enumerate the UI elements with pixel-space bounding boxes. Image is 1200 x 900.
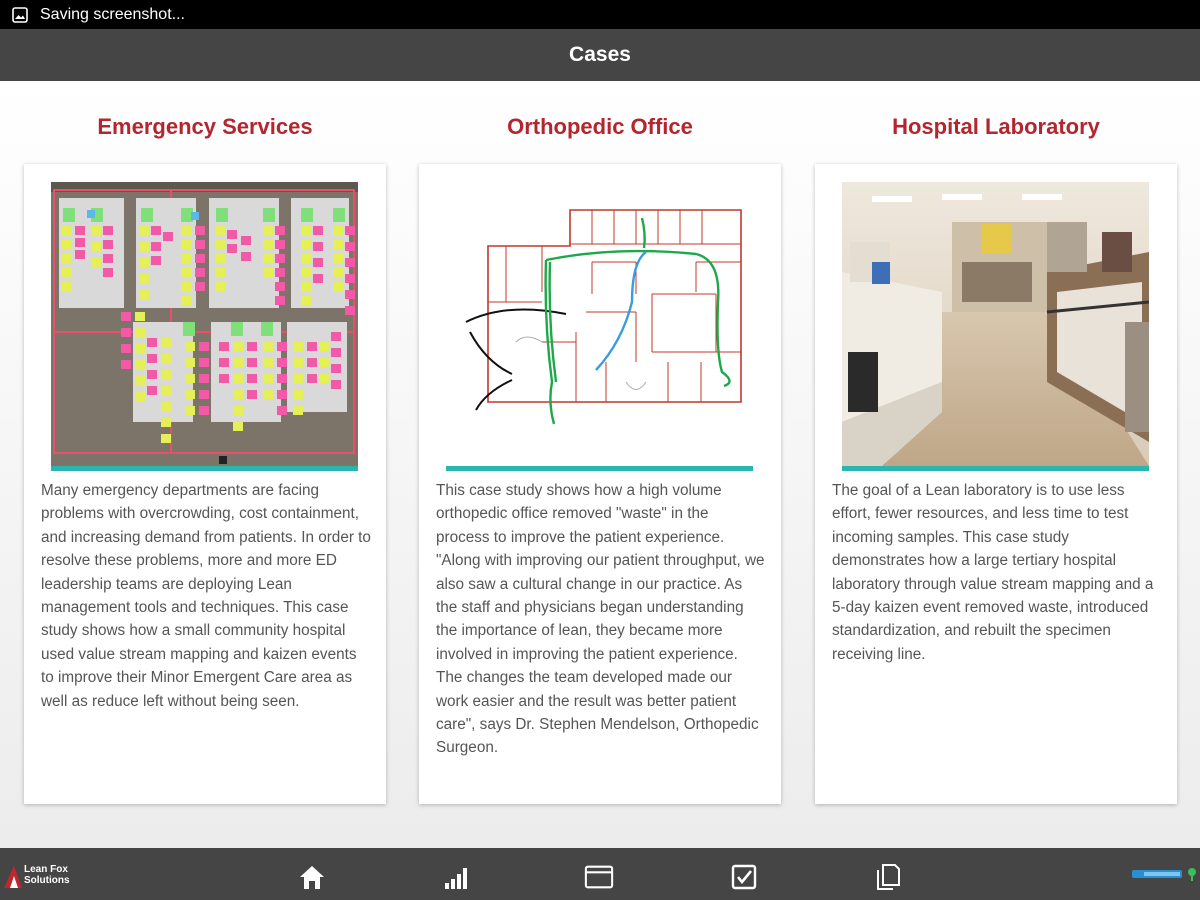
logo-line-2: Solutions — [24, 875, 70, 886]
laboratory-image — [842, 182, 1149, 466]
image-icon — [12, 7, 28, 23]
bottom-nav-bar — [0, 848, 1200, 900]
bar-chart-icon[interactable] — [441, 862, 471, 892]
fox-icon — [2, 862, 24, 890]
case-card[interactable] — [24, 164, 386, 804]
title-bar — [0, 29, 1200, 81]
case-description: This case study shows how a high volume orthopedic office removed "waste" in the process to improve the patient experience. "Along with improving our patient throughput, we also saw a cultural change in our practice. As the staff and physicians began understanding the importance of lean, they became more involved in improving the patient experience. The changes the team developed made our work easier and the result was better patient care", says Dr. Stephen Mendelson, Orthopedic Surgeon. — [436, 482, 765, 757]
cases-content — [0, 81, 1200, 848]
checkbox-icon[interactable] — [729, 862, 759, 892]
case-title[interactable]: Orthopedic Office — [507, 114, 693, 139]
case-title[interactable]: Hospital Laboratory — [892, 114, 1100, 139]
lean-fox-logo[interactable] — [2, 862, 74, 892]
case-description: The goal of a Lean laboratory is to use less effort, fewer resources, and less time to test incoming samples. This case study demonstrates how a large tertiary hospital laboratory through value stream mapping and a 5-day kaizen event removed waste, introduced standardization, and rebuilt the specimen receiving line. — [832, 482, 1154, 663]
case-description: Many emergency departments are facing problems with overcrowding, cost containment, and increasing demand from patients. In order to resolve these problems, more and more ED leadership teams are deploying Lean management tools and techniques. This case study shows how a small community hospital used value stream mapping and kaizen events to improve their Minor Emergent Care area as well as reduce left without being seen. — [41, 482, 371, 710]
window-icon[interactable] — [584, 862, 614, 892]
partner-logo[interactable] — [1130, 862, 1198, 884]
case-card[interactable] — [419, 164, 781, 804]
case-title[interactable]: Emergency Services — [97, 114, 313, 139]
logo-text — [24, 864, 70, 886]
teal-divider — [446, 466, 753, 471]
teal-divider — [51, 466, 358, 471]
logo-line-1: Lean Fox — [24, 864, 68, 875]
status-text: Saving screenshot... — [40, 5, 185, 23]
floor-plan-image — [446, 182, 753, 466]
document-icon[interactable] — [873, 862, 903, 892]
home-icon[interactable] — [297, 862, 327, 892]
page-title: Cases — [569, 43, 631, 66]
teal-divider — [842, 466, 1149, 471]
case-card[interactable] — [815, 164, 1177, 804]
status-bar — [0, 0, 1200, 29]
sticky-notes-image — [51, 182, 358, 466]
